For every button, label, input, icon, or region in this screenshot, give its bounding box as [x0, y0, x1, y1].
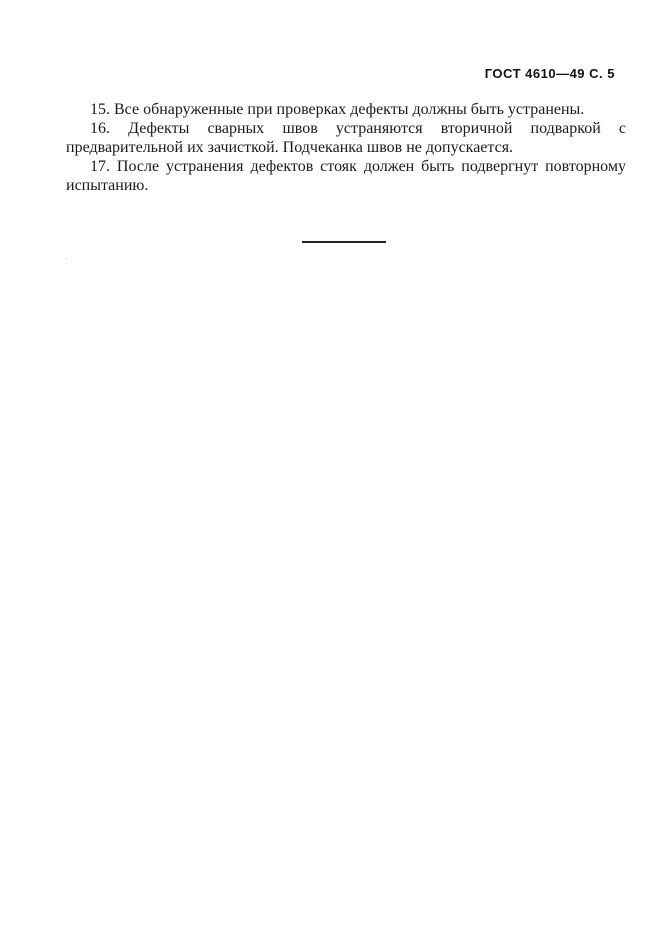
scan-speck: [66, 258, 67, 259]
end-divider-line: [302, 241, 386, 243]
page-header-standard: ГОСТ 4610—49 С. 5: [484, 66, 615, 81]
paragraph-16: 16. Дефекты сварных швов устраняются вторичной подваркой с предварительной их зачисткой. Подчеканка швов не допускается.: [66, 120, 626, 156]
paragraph-17: 17. После устранения дефектов стояк должен быть подвергнут повторному испытанию.: [66, 158, 626, 194]
paragraph-15: 15. Все обнаруженные при проверках дефекты должны быть устранены.: [90, 101, 585, 118]
document-body: [66, 100, 626, 195]
